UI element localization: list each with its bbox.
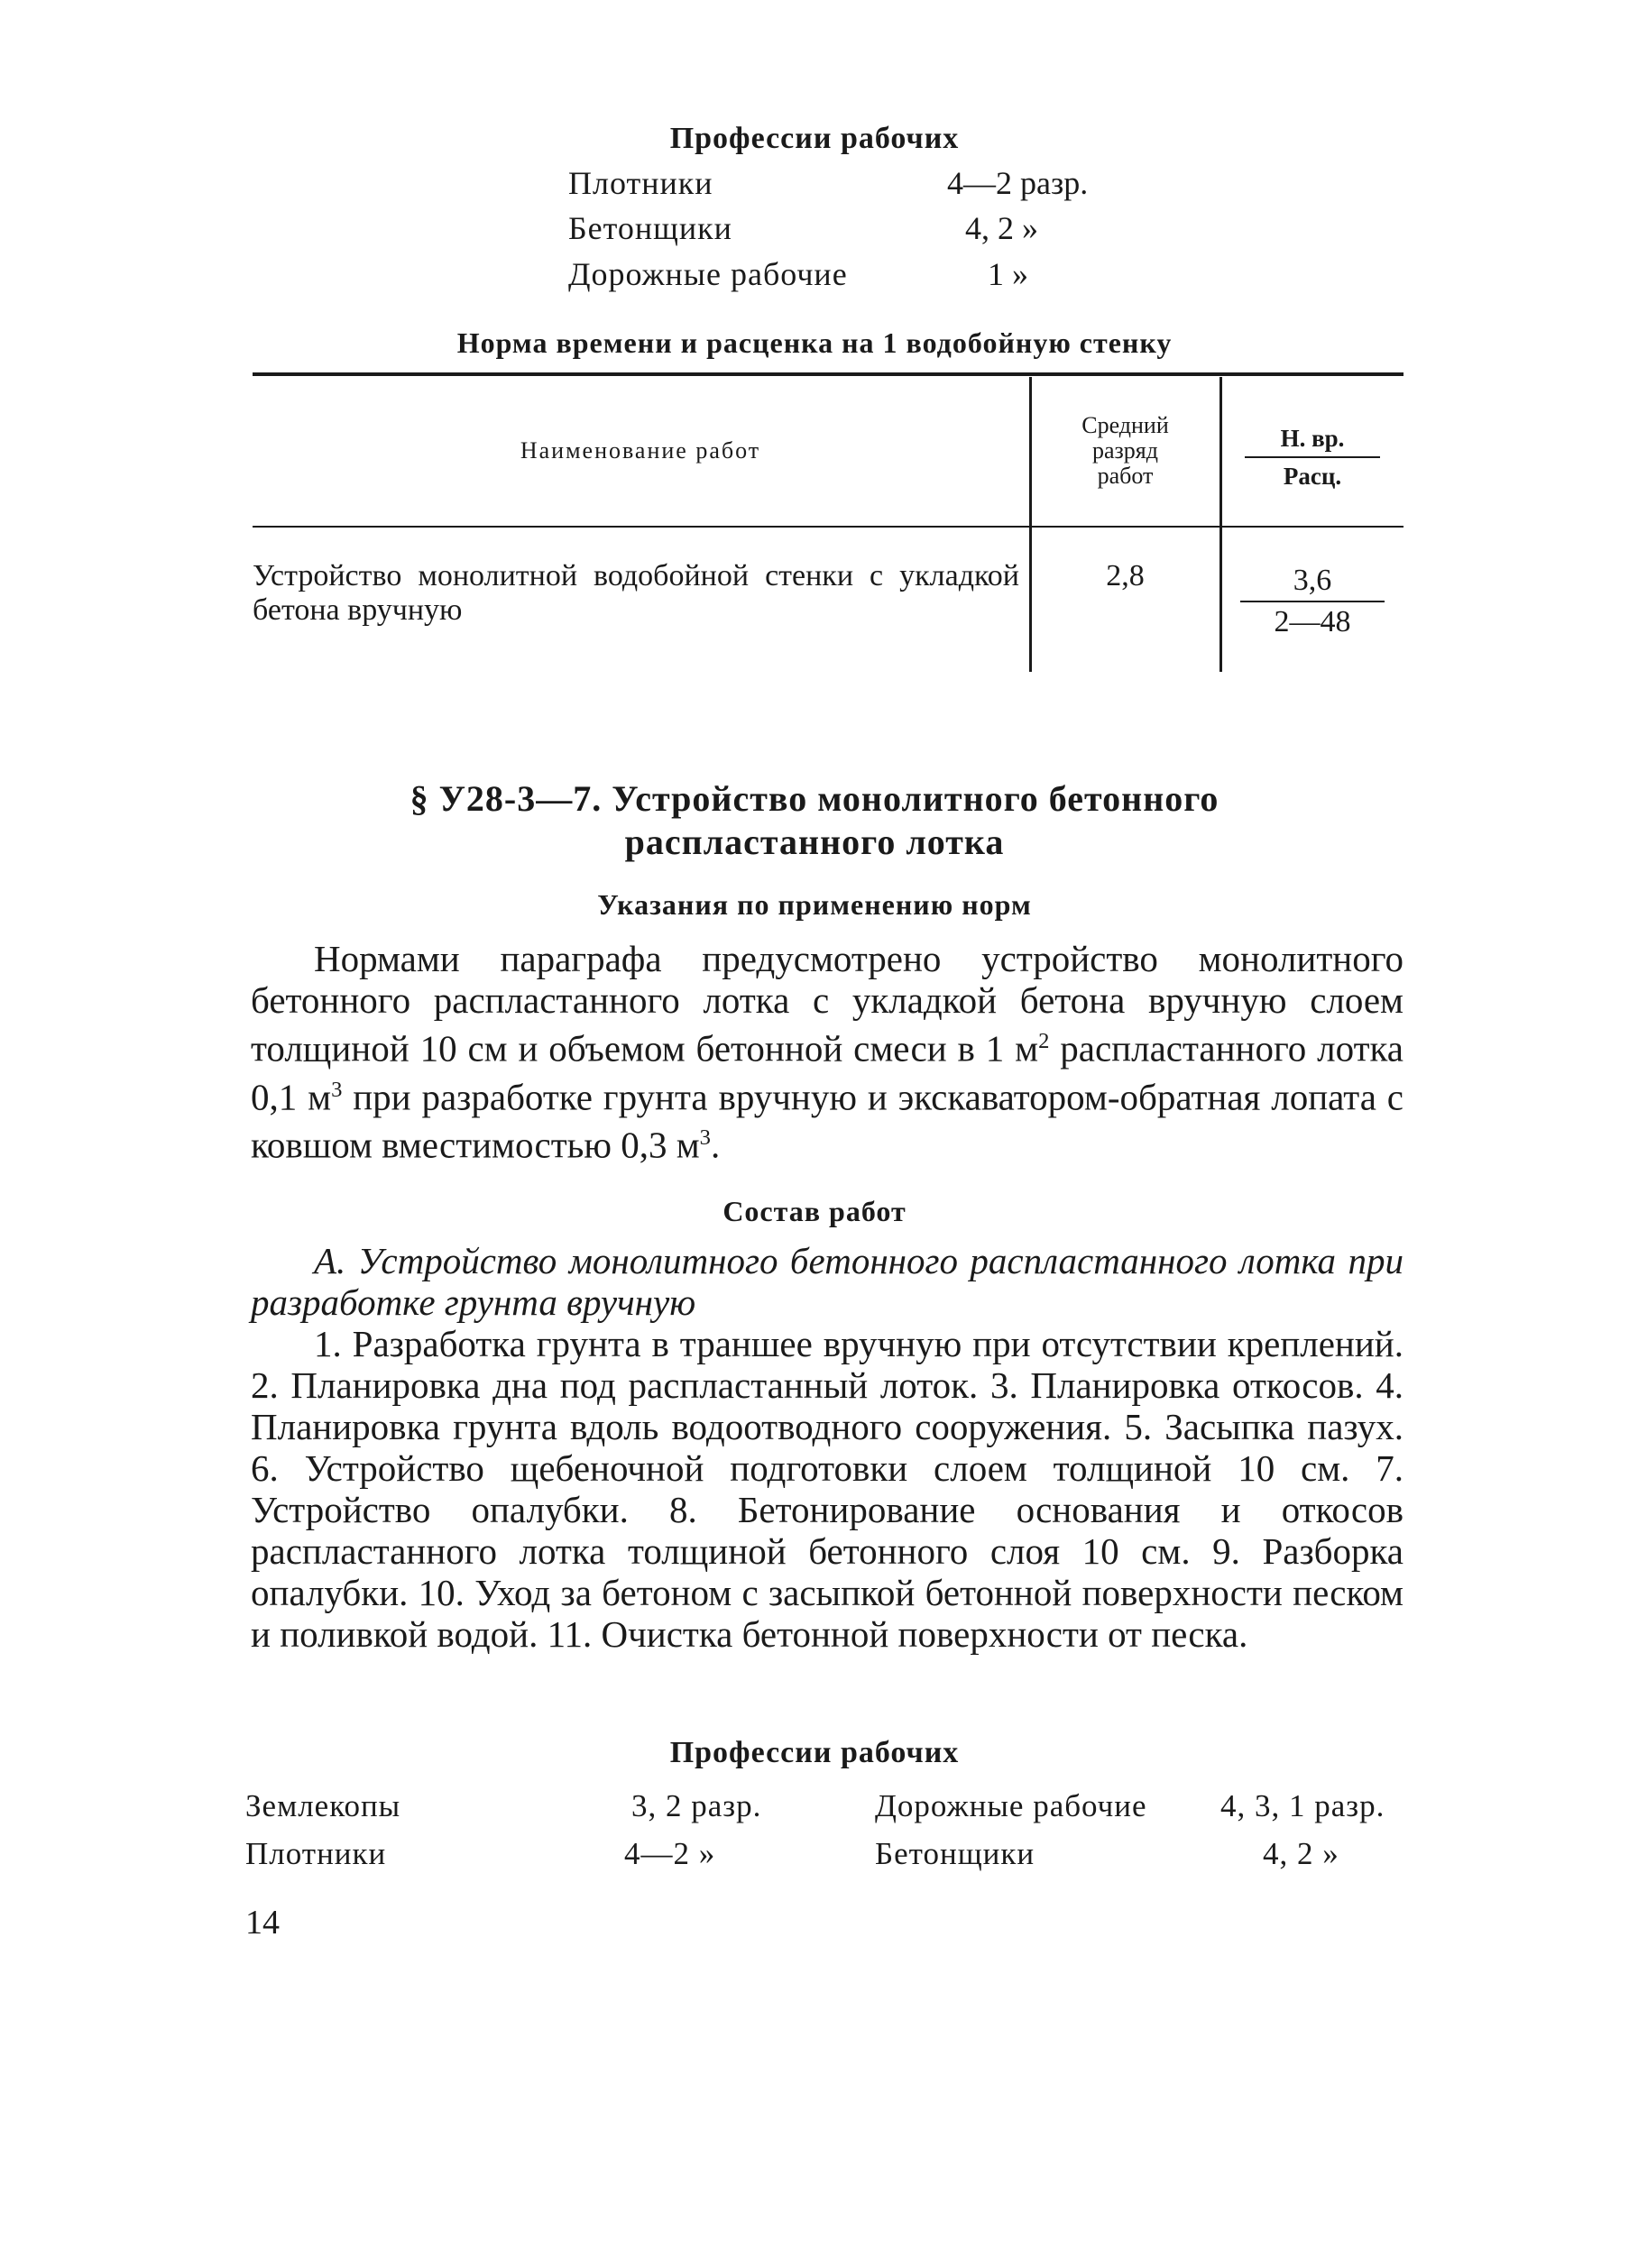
profession-name: Плотники — [568, 165, 713, 201]
profession-grade: 4—2 » — [624, 1836, 716, 1871]
superscript: 3 — [699, 1125, 711, 1151]
guidelines-paragraph — [251, 938, 1404, 1166]
header-norm-bottom: Расц. — [1283, 463, 1342, 490]
profession-grade: 3, 2 разр. — [631, 1788, 762, 1823]
header-rank-line: Средний — [1081, 412, 1169, 438]
composition-title: Состав работ — [722, 1195, 907, 1227]
table-header-rule — [253, 526, 1404, 528]
header-rank-line: разряд — [1092, 437, 1158, 464]
superscript: 2 — [1038, 1029, 1050, 1053]
row-work-name: Устройство монолитной водобойной стенки с укладкой бетона вручную — [253, 559, 1019, 627]
row-rate: 2—48 — [1274, 605, 1351, 638]
profession-name: Бетонщики — [568, 210, 732, 246]
profession-grade: 4, 2 » — [965, 210, 1038, 246]
text-run: . — [710, 1124, 721, 1166]
section-title — [0, 777, 1629, 864]
section-title-line: § У28-3—7. Устройство монолитного бетонного — [410, 778, 1219, 819]
page-number: 14 — [245, 1904, 280, 1942]
header-rank-line: работ — [1097, 463, 1154, 489]
profession-grade: 4, 2 » — [1263, 1836, 1339, 1871]
profession-grade: 4—2 разр. — [947, 165, 1089, 201]
profession-grade: 4, 3, 1 разр. — [1220, 1788, 1385, 1823]
row-average-rank: 2,8 — [1106, 559, 1145, 592]
header-norm-fraction — [1222, 420, 1403, 494]
professions-title: Профессии рабочих — [669, 122, 960, 155]
text-run: Нормами параграфа предусмотрено устройство монолитного бетонного распластанного лотка с укладкой бетона вручную слоем толщиной 10 см и объемом бетонной смеси в 1 м — [251, 938, 1404, 1070]
profession-name: Бетонщики — [875, 1836, 1035, 1871]
header-average-rank — [1033, 413, 1218, 489]
profession-row — [568, 164, 1109, 209]
profession-name: Дорожные рабочие — [568, 256, 848, 292]
profession-name: Землекопы — [245, 1788, 401, 1823]
text-run: распластанного лотка 0,1 м — [251, 1027, 1404, 1118]
table-caption: Норма времени и расценка на 1 водобойную стенку — [456, 326, 1173, 359]
profession-row — [568, 209, 1109, 254]
profession-grade: 1 » — [988, 256, 1028, 292]
header-norm-top: Н. вр. — [1280, 425, 1345, 452]
table-column-divider — [1029, 377, 1032, 526]
profession-name: Плотники — [245, 1836, 387, 1871]
variant-a-text: А. Устройство монолитного бетонного распластанного лотка при разработке грунта вручную — [251, 1240, 1404, 1323]
table-top-rule — [253, 372, 1404, 376]
guidelines-title: Указания по применению норм — [597, 888, 1032, 921]
section-title-line: распластанного лотка — [624, 822, 1005, 862]
text-run: при разработке грунта вручную и экскаватором-обратная лопата с ковшом вместимостью 0,3 м — [251, 1076, 1404, 1166]
table-column-divider — [1029, 528, 1032, 672]
profession-name: Дорожные рабочие — [875, 1788, 1147, 1823]
work-steps-text: 1. Разработка грунта в траншее вручную при отсутствии креплений. 2. Планировка дна под распластанный лоток. 3. Планировка откосов. 4. Планировка грунта вдоль водоотводного сооружения. 5. Засыпка пазух. 6. Устройство щебеночной подготовки слоем толщиной 10 см. 7. Устройство опалубки. 8. Бетонирование основания и откосов распластанного лотка толщиной бетонного слоя 10 см. 9. Разборка опалубки. 10. Уход за бетоном с засыпкой бетонной поверхности песком и поливкой водой. 11. Очистка бетонной поверхности от песка. — [251, 1323, 1404, 1655]
header-work-name: Наименование работ — [520, 437, 761, 464]
variant-a-title — [251, 1240, 1404, 1323]
row-norm-fraction — [1222, 561, 1403, 642]
row-norm-time: 3,6 — [1293, 564, 1332, 597]
work-steps-paragraph — [251, 1323, 1404, 1655]
superscript: 3 — [331, 1077, 343, 1102]
professions-title: Профессии рабочих — [669, 1736, 960, 1769]
profession-row — [568, 255, 1109, 300]
